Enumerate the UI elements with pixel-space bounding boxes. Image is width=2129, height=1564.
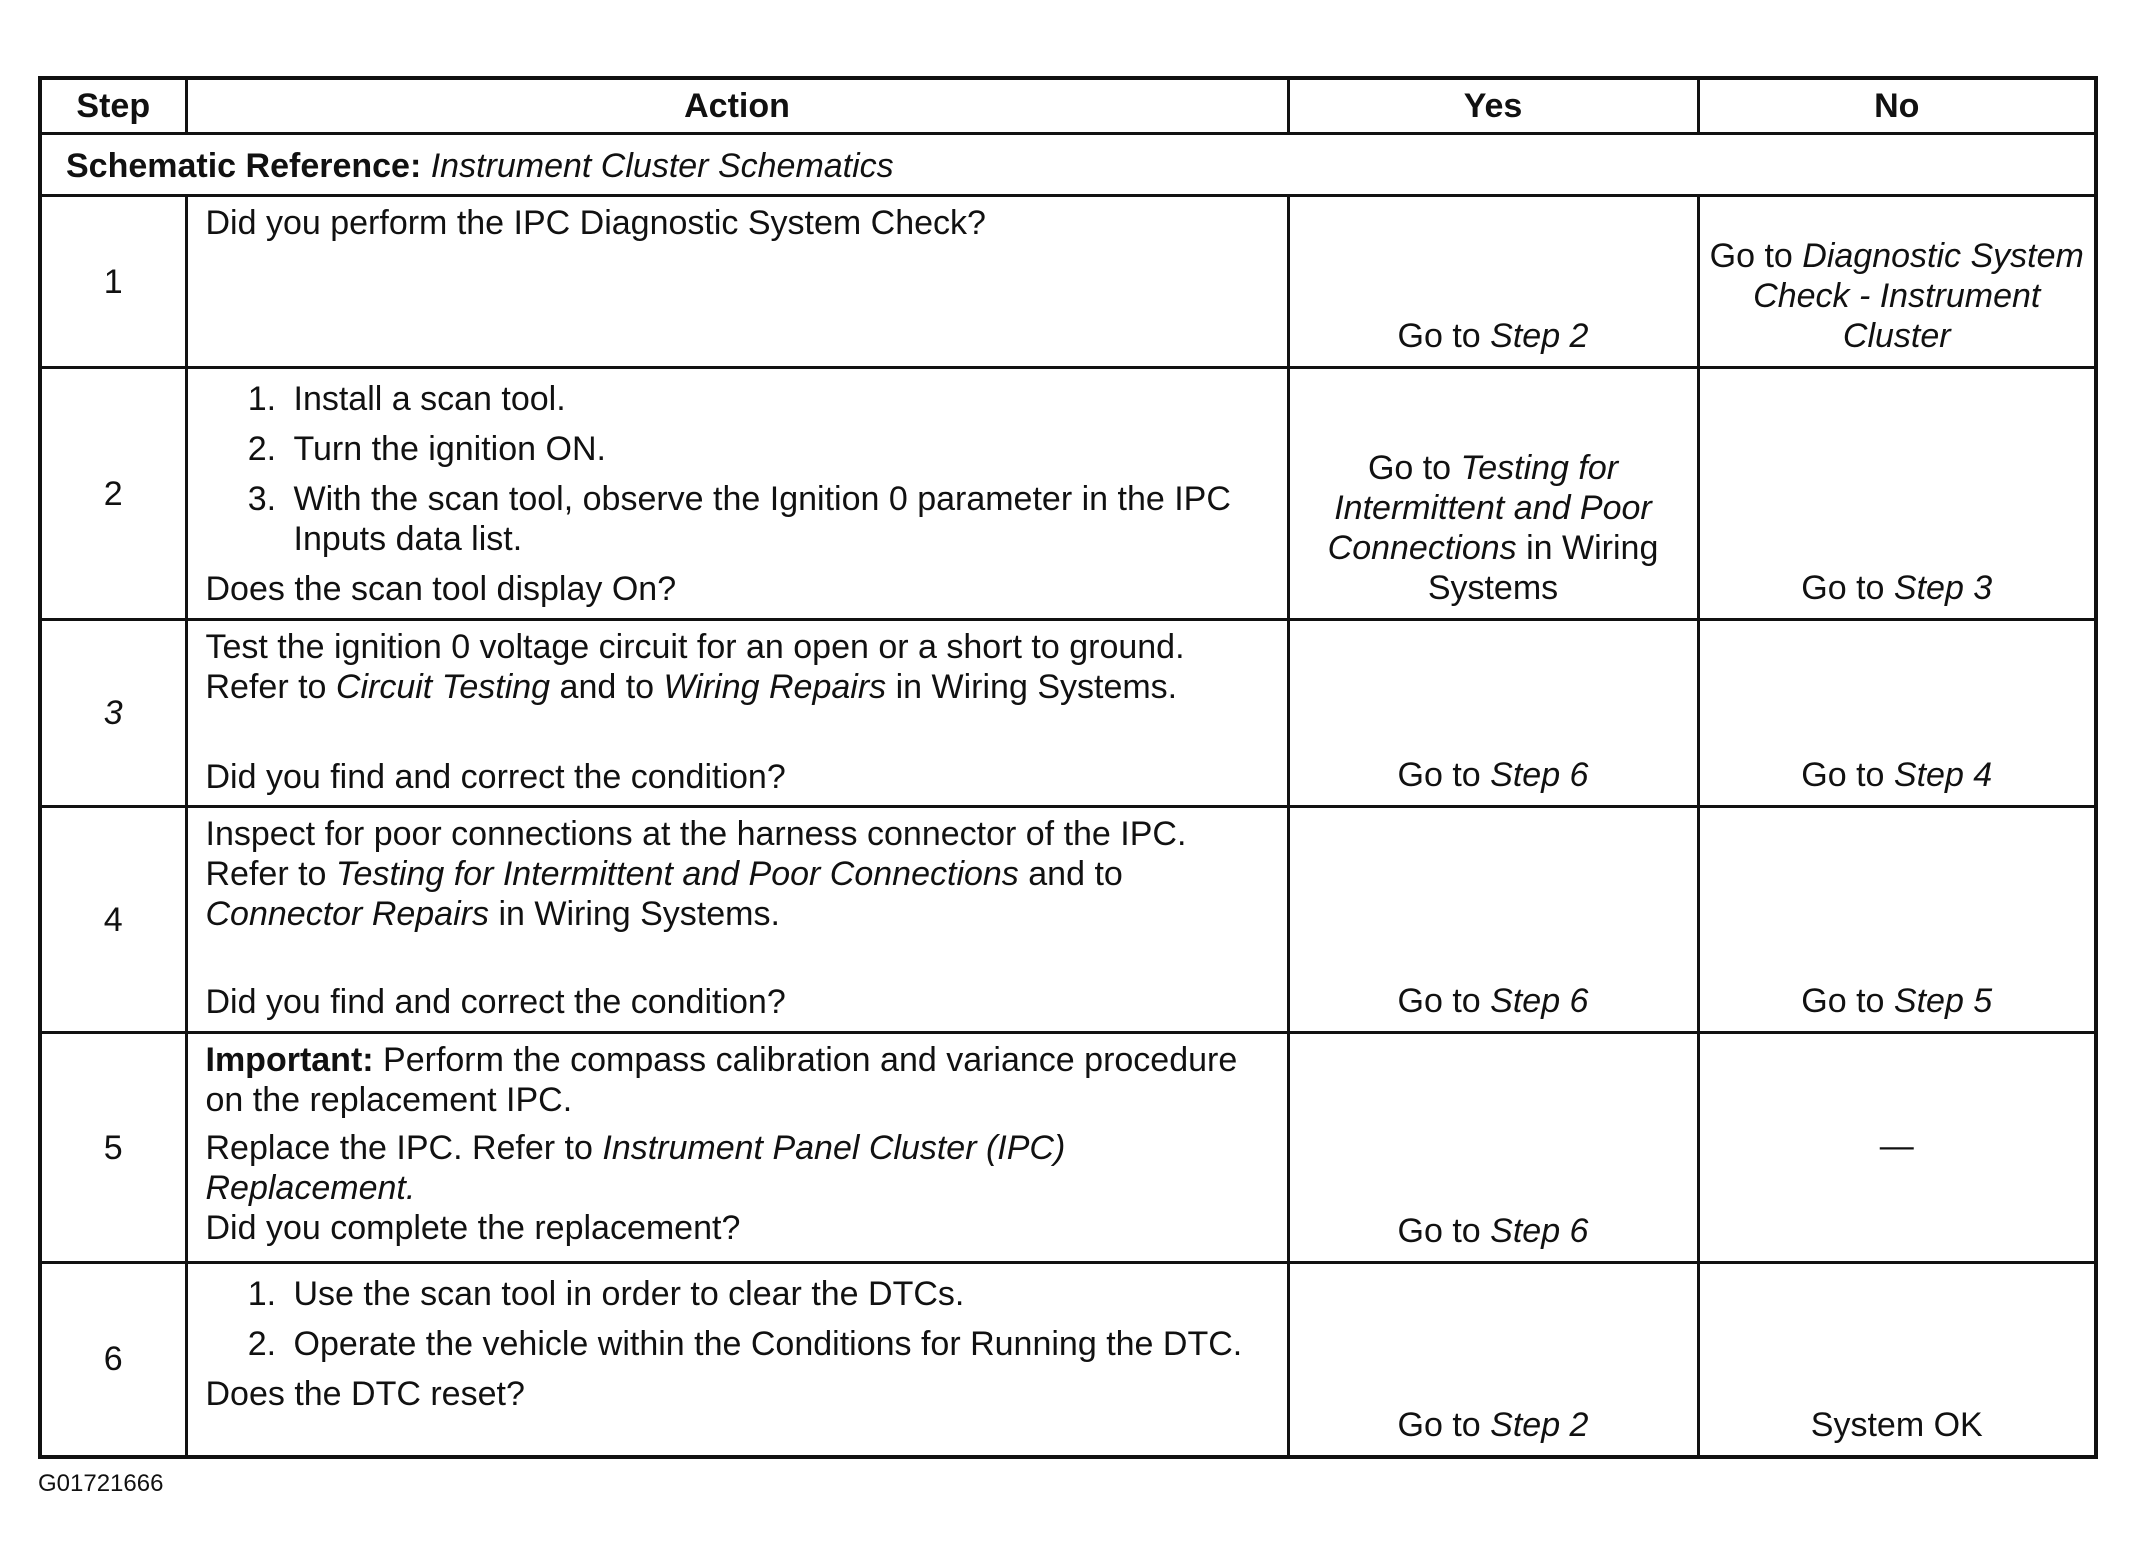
no-cell	[1698, 807, 2096, 1033]
step-question: Did you find and correct the condition?	[205, 983, 786, 1021]
action-list	[206, 1274, 1269, 1364]
yes-cell	[1288, 807, 1698, 1033]
header-yes: Yes	[1288, 78, 1698, 134]
yes-suffix: in Wiring Systems	[1427, 529, 1659, 607]
step-instruction	[206, 1128, 1269, 1208]
step-question: Did you complete the replacement?	[205, 1209, 741, 1247]
instruction-text: Replace the IPC. Refer to	[205, 1129, 593, 1167]
schematic-reference	[40, 134, 2096, 196]
yes-cell	[1288, 1033, 1698, 1263]
step-number: 1	[40, 196, 186, 368]
yes-prefix: Go to	[1397, 1212, 1481, 1250]
no-cell	[1698, 1033, 2096, 1263]
important-text: Perform the compass calibration and variance procedure on the replacement IPC.	[205, 1041, 1238, 1119]
yes-cell	[1288, 1263, 1698, 1457]
step-question: Does the scan tool display On?	[205, 570, 677, 608]
no-link[interactable]: Step 5	[1893, 982, 1993, 1020]
list-item: 1. Use the scan tool in order to clear the DTCs.	[286, 1274, 1269, 1314]
step-question: Does the DTC reset?	[205, 1375, 525, 1413]
no-prefix: Go to	[1801, 569, 1885, 607]
schematic-reference-row	[40, 134, 2096, 196]
yes-prefix: Go to	[1397, 756, 1481, 794]
list-item: 2. Turn the ignition ON.	[286, 429, 1269, 469]
yes-link[interactable]: Step 6	[1490, 756, 1589, 794]
step-instruction	[206, 627, 1269, 707]
step-number: 2	[40, 368, 186, 620]
header-action: Action	[186, 78, 1288, 134]
no-link[interactable]: Diagnostic System Check - Instrument Cluster	[1753, 237, 2084, 355]
yes-link[interactable]: Step 2	[1490, 317, 1589, 355]
no-link[interactable]: Step 3	[1893, 569, 1993, 607]
important-label: Important:	[205, 1041, 374, 1079]
instruction-text: Test the ignition 0 voltage circuit for an open or a short to ground. Refer to	[205, 628, 1185, 706]
no-link[interactable]: Step 4	[1893, 756, 1993, 794]
table-row	[40, 1263, 2096, 1457]
action-cell	[186, 196, 1288, 368]
header-row	[40, 78, 2096, 134]
table-row	[40, 807, 2096, 1033]
instruction-text: Inspect for poor connections at the harness connector of the IPC. Refer to	[205, 815, 1187, 893]
diagnostic-table	[38, 76, 2098, 1459]
step-instruction	[206, 814, 1269, 934]
header-step: Step	[40, 78, 186, 134]
step-number: 4	[40, 807, 186, 1033]
no-cell	[1698, 1263, 2096, 1457]
no-prefix: Go to	[1801, 982, 1885, 1020]
yes-prefix: Go to	[1397, 1405, 1481, 1444]
table-row	[40, 196, 2096, 368]
no-cell	[1698, 196, 2096, 368]
reference-link[interactable]: Wiring Repairs	[663, 668, 887, 706]
no-prefix: Go to	[1709, 237, 1793, 275]
reference-link[interactable]: Connector Repairs	[205, 895, 489, 933]
instruction-text: in Wiring Systems.	[498, 895, 780, 933]
action-list	[206, 379, 1269, 559]
instruction-text: and to	[1028, 855, 1123, 893]
list-item: 1. Install a scan tool.	[286, 379, 1269, 419]
step-number: 3	[40, 620, 186, 807]
step-question: Did you find and correct the condition?	[205, 758, 786, 796]
yes-link[interactable]: Step 6	[1490, 982, 1589, 1020]
no-cell	[1698, 620, 2096, 807]
instruction-text: in Wiring Systems.	[895, 668, 1178, 706]
yes-link[interactable]: Testing for Intermittent and Poor Connections	[1327, 449, 1652, 567]
list-item: 3. With the scan tool, observe the Ignition 0 parameter in the IPC Inputs data list.	[286, 479, 1269, 559]
no-text: System OK	[1810, 1405, 1983, 1444]
table-row	[40, 1033, 2096, 1263]
header-no: No	[1698, 78, 2096, 134]
step-question: Did you perform the IPC Diagnostic System Check?	[205, 204, 986, 242]
action-cell	[186, 368, 1288, 620]
no-cell	[1698, 368, 2096, 620]
step-number: 6	[40, 1263, 186, 1457]
important-note	[206, 1040, 1269, 1120]
action-cell	[186, 620, 1288, 807]
yes-cell	[1288, 196, 1698, 368]
yes-cell	[1288, 620, 1698, 807]
instruction-text: and to	[559, 668, 655, 706]
schematic-reference-label: Schematic Reference:	[66, 146, 422, 185]
table-row	[40, 368, 2096, 620]
yes-prefix: Go to	[1397, 982, 1481, 1020]
yes-prefix: Go to	[1367, 449, 1452, 487]
reference-link[interactable]: Testing for Intermittent and Poor Connections	[335, 855, 1019, 893]
action-cell	[186, 807, 1288, 1033]
list-item: 2. Operate the vehicle within the Conditions for Running the DTC.	[286, 1324, 1269, 1364]
schematic-reference-link[interactable]: Instrument Cluster Schematics	[430, 146, 894, 185]
yes-link[interactable]: Step 2	[1490, 1405, 1589, 1444]
no-prefix: Go to	[1801, 756, 1885, 794]
yes-cell	[1288, 368, 1698, 620]
figure-id: G01721666	[38, 1470, 164, 1497]
yes-link[interactable]: Step 6	[1490, 1212, 1589, 1250]
reference-link[interactable]: Circuit Testing	[335, 668, 551, 706]
no-text: —	[1879, 1126, 1914, 1165]
step-number: 5	[40, 1033, 186, 1263]
reference-link[interactable]: Instrument Panel Cluster (IPC) Replacement.	[205, 1129, 1066, 1207]
table-row	[40, 620, 2096, 807]
action-cell	[186, 1033, 1288, 1263]
yes-prefix: Go to	[1397, 317, 1481, 355]
action-cell	[186, 1263, 1288, 1457]
